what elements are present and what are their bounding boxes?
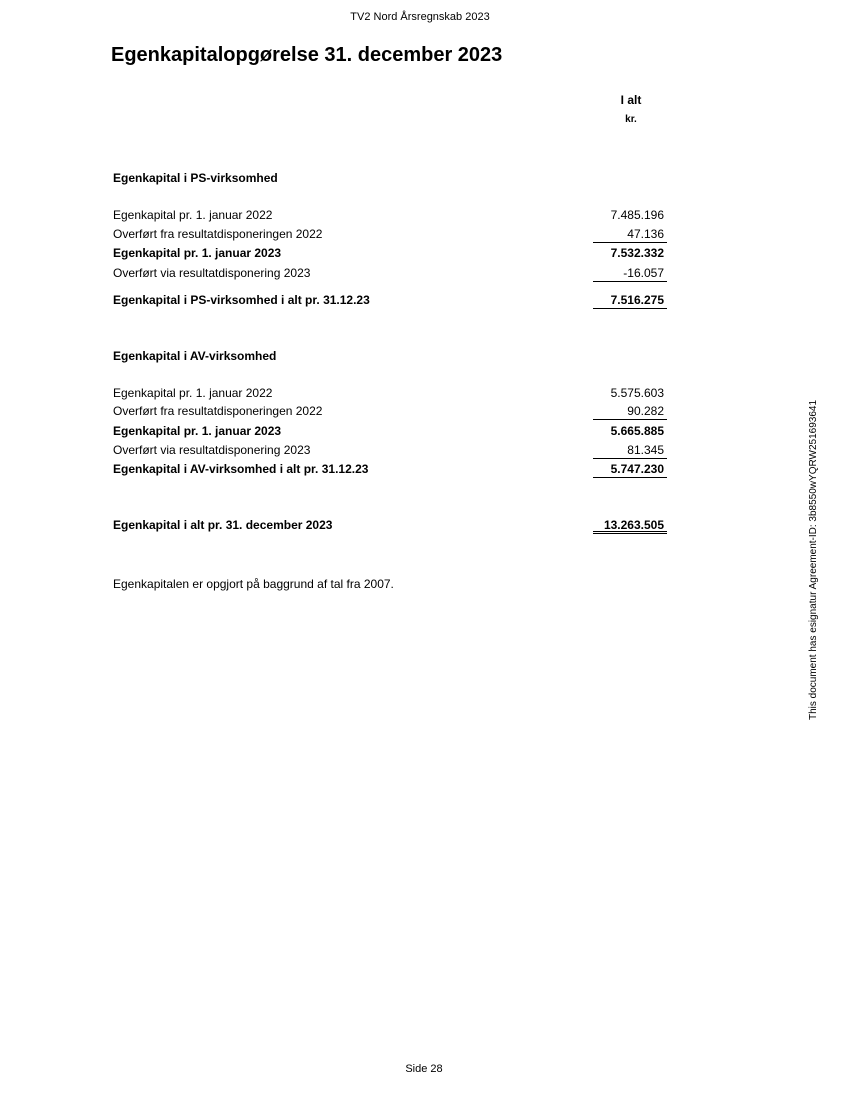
row-label: Egenkapital pr. 1. januar 2023: [113, 424, 282, 438]
section-heading-av: Egenkapital i AV-virksomhed: [113, 349, 277, 363]
table-row: [113, 208, 673, 225]
row-label: Overført fra resultatdisponeringen 2022: [113, 404, 323, 418]
table-row-total: [113, 518, 673, 535]
row-value: 5.747.230: [593, 462, 667, 478]
table-row: [113, 386, 673, 403]
table-row: [113, 227, 673, 244]
row-value: 5.575.603: [610, 386, 664, 400]
row-value: 47.136: [593, 227, 667, 243]
row-label: Egenkapital i AV-virksomhed i alt pr. 31.12.23: [113, 462, 369, 476]
note-text: Egenkapitalen er opgjort på baggrund af tal fra 2007.: [113, 577, 394, 591]
row-label: Overført fra resultatdisponeringen 2022: [113, 227, 323, 241]
row-value: 13.263.505: [593, 518, 667, 534]
row-label: Overført via resultatdisponering 2023: [113, 266, 311, 280]
table-row: [113, 266, 673, 283]
row-label: Egenkapital i PS-virksomhed i alt pr. 31.12.23: [113, 293, 370, 307]
section-heading-ps: Egenkapital i PS-virksomhed: [113, 171, 278, 185]
table-row-subtotal: [113, 293, 673, 310]
row-label: Egenkapital pr. 1. januar 2022: [113, 386, 273, 400]
column-header-unit: kr.: [625, 114, 637, 125]
row-label: Egenkapital pr. 1. januar 2022: [113, 208, 273, 222]
table-row-subtotal: [113, 462, 673, 479]
row-value: 5.665.885: [610, 424, 664, 438]
column-header-total: I alt: [620, 93, 642, 107]
row-value: 7.532.332: [610, 246, 664, 260]
table-row: [113, 443, 673, 460]
page-number: Side 28: [405, 1063, 443, 1075]
row-value: 81.345: [593, 443, 667, 459]
row-value: 7.516.275: [593, 293, 667, 309]
row-value: -16.057: [593, 266, 667, 282]
row-label: Egenkapital i alt pr. 31. december 2023: [113, 518, 333, 532]
page-header: TV2 Nord Årsregnskab 2023: [350, 11, 490, 23]
table-row: [113, 404, 673, 421]
table-row: [113, 424, 673, 441]
row-value: 7.485.196: [610, 208, 664, 222]
table-row: [113, 246, 673, 263]
row-label: Overført via resultatdisponering 2023: [113, 443, 311, 457]
page-title: Egenkapitalopgørelse 31. december 2023: [111, 44, 503, 66]
row-label: Egenkapital pr. 1. januar 2023: [113, 246, 282, 260]
row-value: 90.282: [593, 404, 667, 420]
signature-agreement-id: This document has esignatur Agreement-ID: 3b8550wYQRW251693641: [808, 399, 819, 720]
